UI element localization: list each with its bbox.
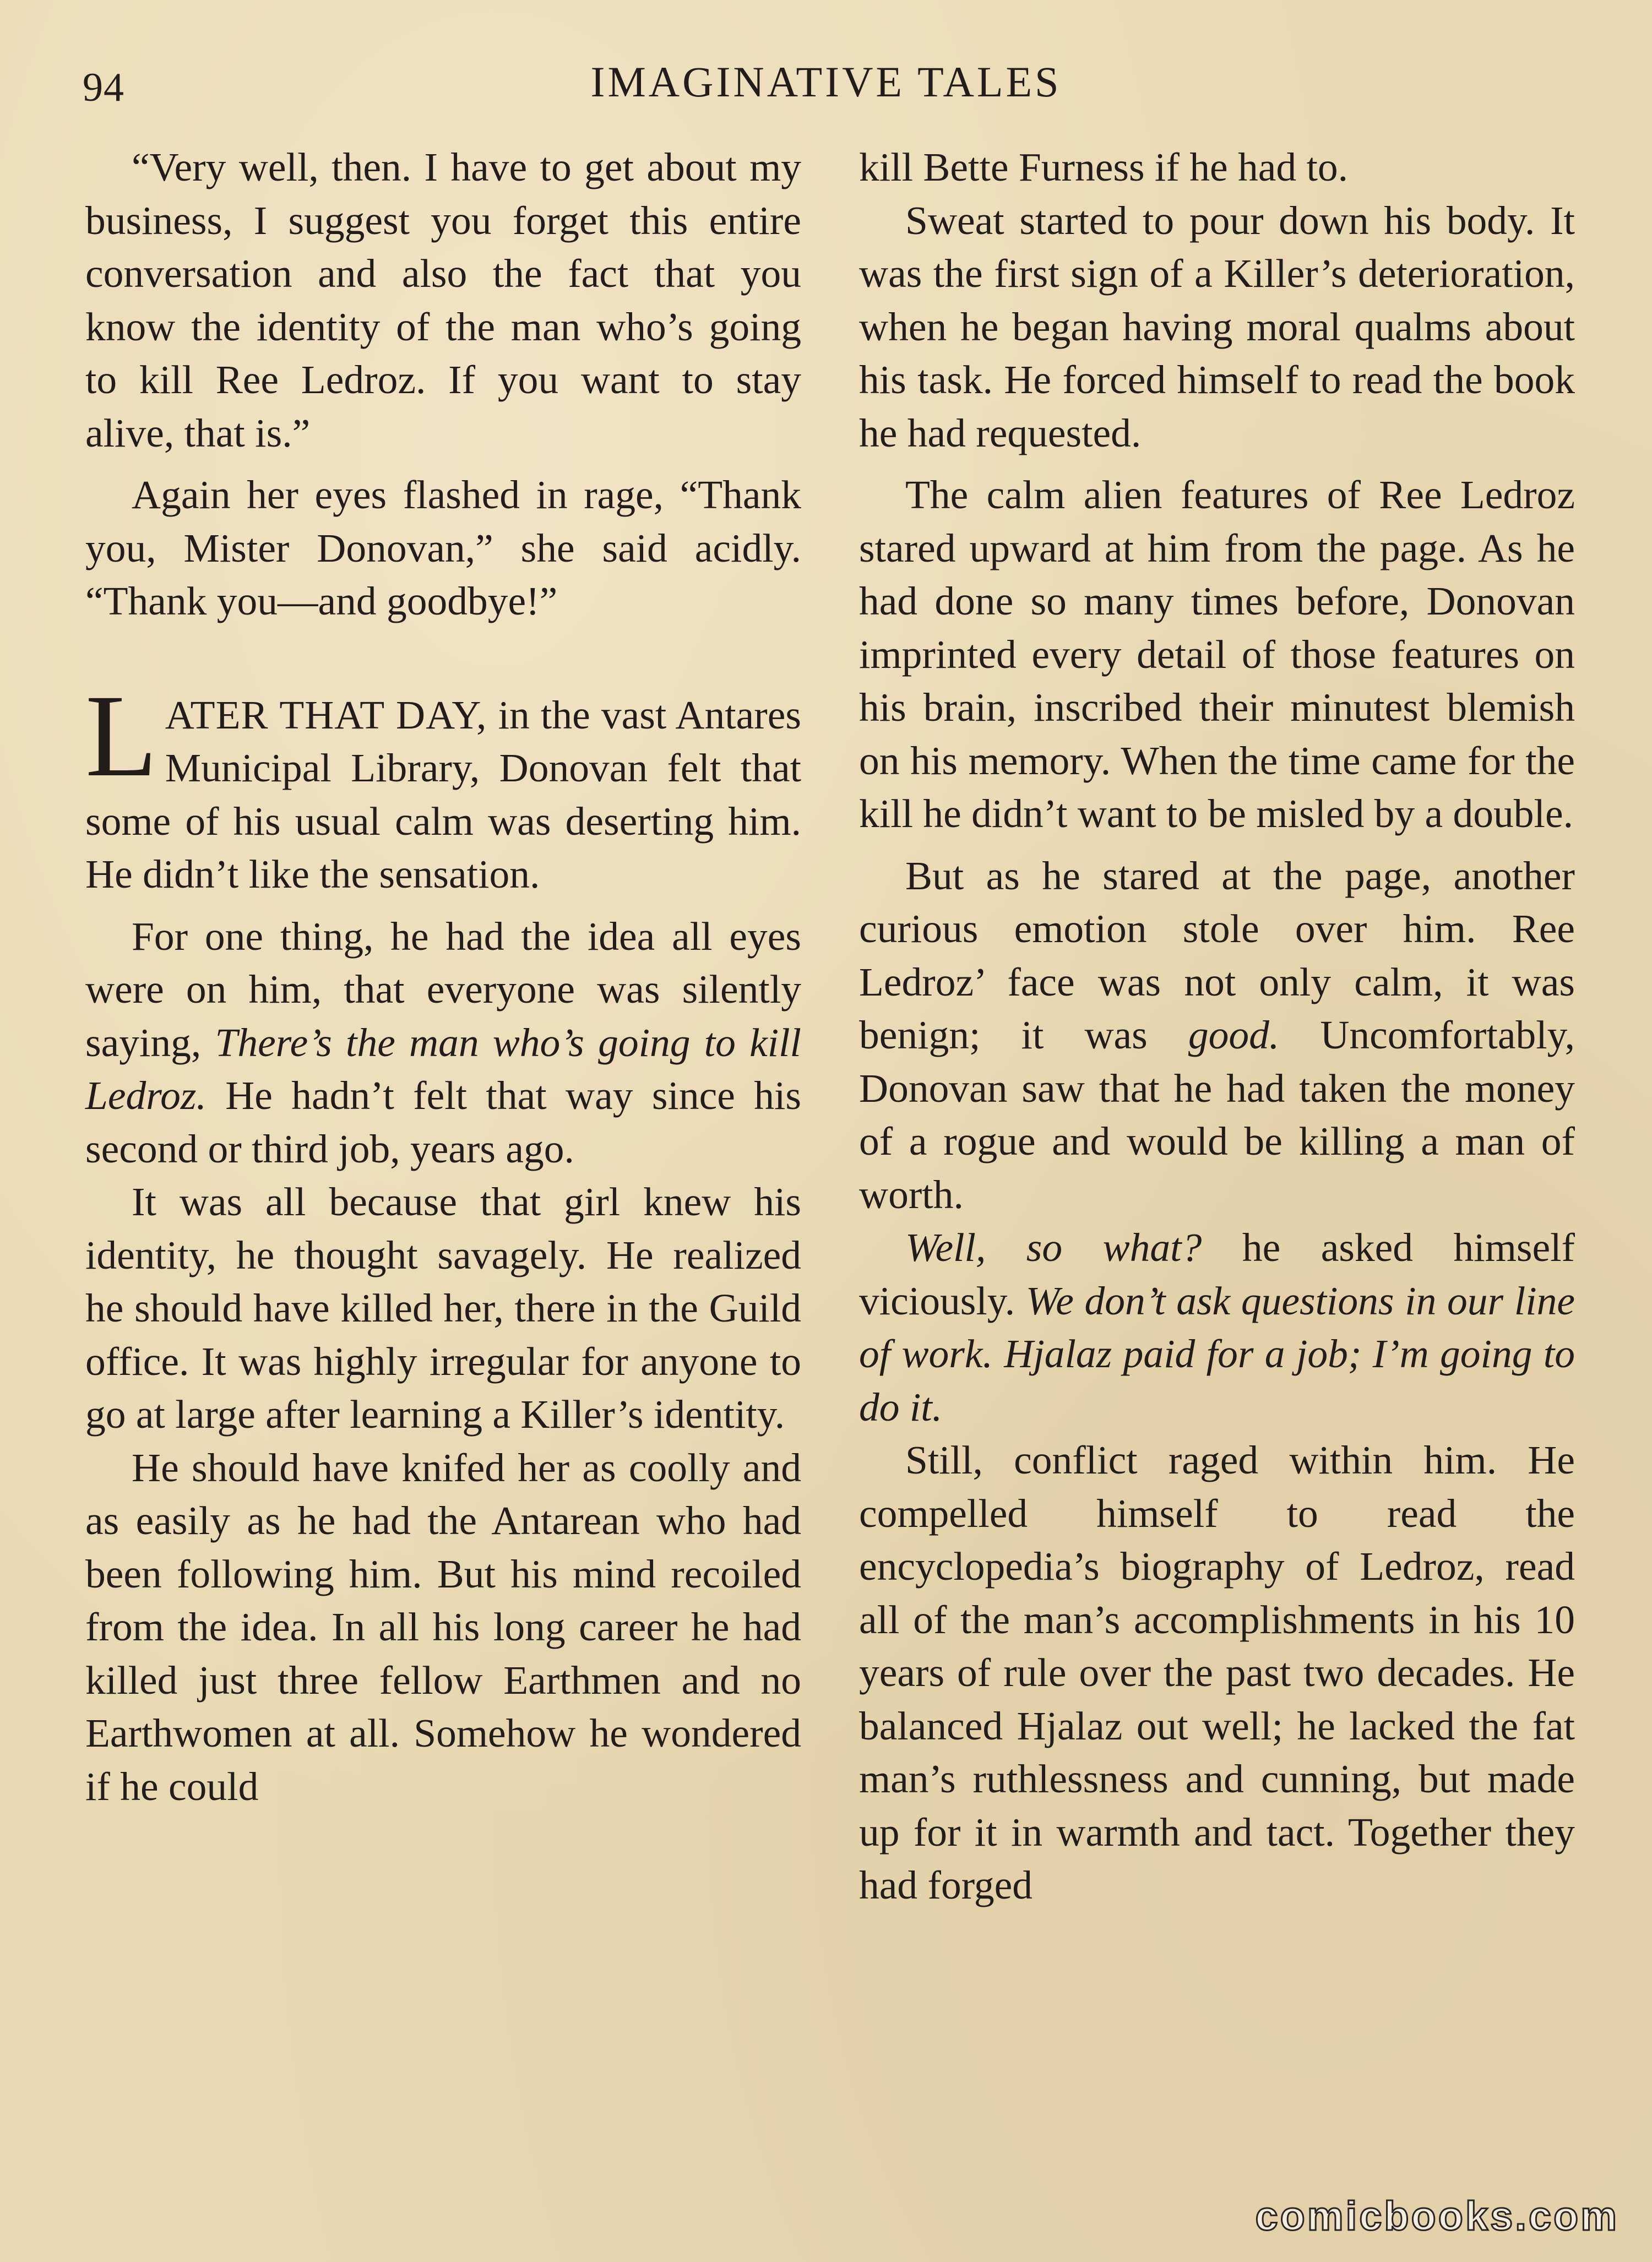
paragraph bbox=[859, 850, 1575, 1222]
paragraph: Sweat started to pour down his body. It was the first sign of a Killer’s deterioration, when he began having moral qualms about his task. He forced himself to read the book he had requested. bbox=[859, 198, 1575, 455]
paragraph-text: Uncomfortably, Donovan saw that he had taken the money of a rogue and would be killing a man of worth. bbox=[859, 1013, 1575, 1217]
paragraph bbox=[859, 1221, 1575, 1434]
section-lead-caps: ATER THAT DAY, bbox=[165, 692, 487, 737]
paragraph: “Very well, then. I have to get about my business, I suggest you forget this entire conversation and also the fact that you know the identity of the man who’s going to kill Ree Ledroz. If you want to stay alive, that is.” bbox=[85, 145, 801, 455]
italic-text: good. bbox=[1188, 1013, 1280, 1057]
paragraph bbox=[85, 910, 801, 1176]
right-column bbox=[859, 141, 1575, 1912]
paragraph: Again her eyes flashed in rage, “Thank you, Mister Donovan,” she said acidly. “Thank you—and goodbye!” bbox=[85, 472, 801, 623]
italic-text: We don’t ask questions in our line of work. Hjalaz paid for a job; I’m going to do it. bbox=[859, 1278, 1575, 1429]
paragraph: Still, conflict raged within him. He compelled himself to read the encyclopedia’s biography of Ledroz, read all of the man’s accomplishments in his 10 years of rule over the past two decades. He balanced Hjalaz out well; he lacked the fat man’s ruthlessness and cunning, but made up for it in warmth and tact. Together they had forged bbox=[859, 1438, 1575, 1907]
italic-text: There’s the man who’s going to kill Ledroz. bbox=[85, 1020, 801, 1118]
paragraph-text: But as he stared at the page, another curious emotion stole over him. Ree Ledroz’ face was not only calm, it was benign; it was bbox=[859, 853, 1575, 1057]
paragraph: He should have knifed her as coolly and as easily as he had the Antarean who had been following him. But his mind recoiled from the idea. In all his long career he had killed just three fellow Earthmen and no Earthwomen at all. Somehow he wondered if he could bbox=[85, 1445, 801, 1809]
page-number: 94 bbox=[83, 65, 124, 110]
paragraph-text: For one thing, he had the idea all eyes were on him, that everyone was silently saying, bbox=[85, 914, 801, 1065]
left-column bbox=[85, 141, 801, 1813]
running-title: IMAGINATIVE TALES bbox=[590, 58, 1062, 106]
paragraph: The calm alien features of Ree Ledroz stared upward at him from the page. As he had done so many times before, Donovan imprinted every detail of those features on his brain, inscribed their minutest blemish on his memory. When the time came for the kill he didn’t want to be misled by a double. bbox=[859, 472, 1575, 836]
section-text: in the vast Antares Municipal Library, Donovan felt that some of his usual calm was deserting him. He didn’t like the sensation. bbox=[85, 692, 801, 896]
italic-text: Well, so what? bbox=[905, 1225, 1202, 1270]
paragraph-text: He hadn’t felt that way since his second or third job, years ago. bbox=[85, 1073, 801, 1171]
section-opening-paragraph bbox=[85, 670, 801, 901]
paragraph-text: he asked himself viciously. bbox=[859, 1225, 1575, 1323]
paragraph-continued: kill Bette Furness if he had to. bbox=[859, 145, 1348, 189]
watermark: comicbooks.com bbox=[1255, 2193, 1619, 2239]
paragraph: It was all because that girl knew his identity, he thought savagely. He realized he should have killed her, there in the Guild office. It was highly irregular for anyone to go at large after learning a Killer’s identity. bbox=[85, 1179, 801, 1437]
drop-cap: L bbox=[85, 670, 157, 801]
